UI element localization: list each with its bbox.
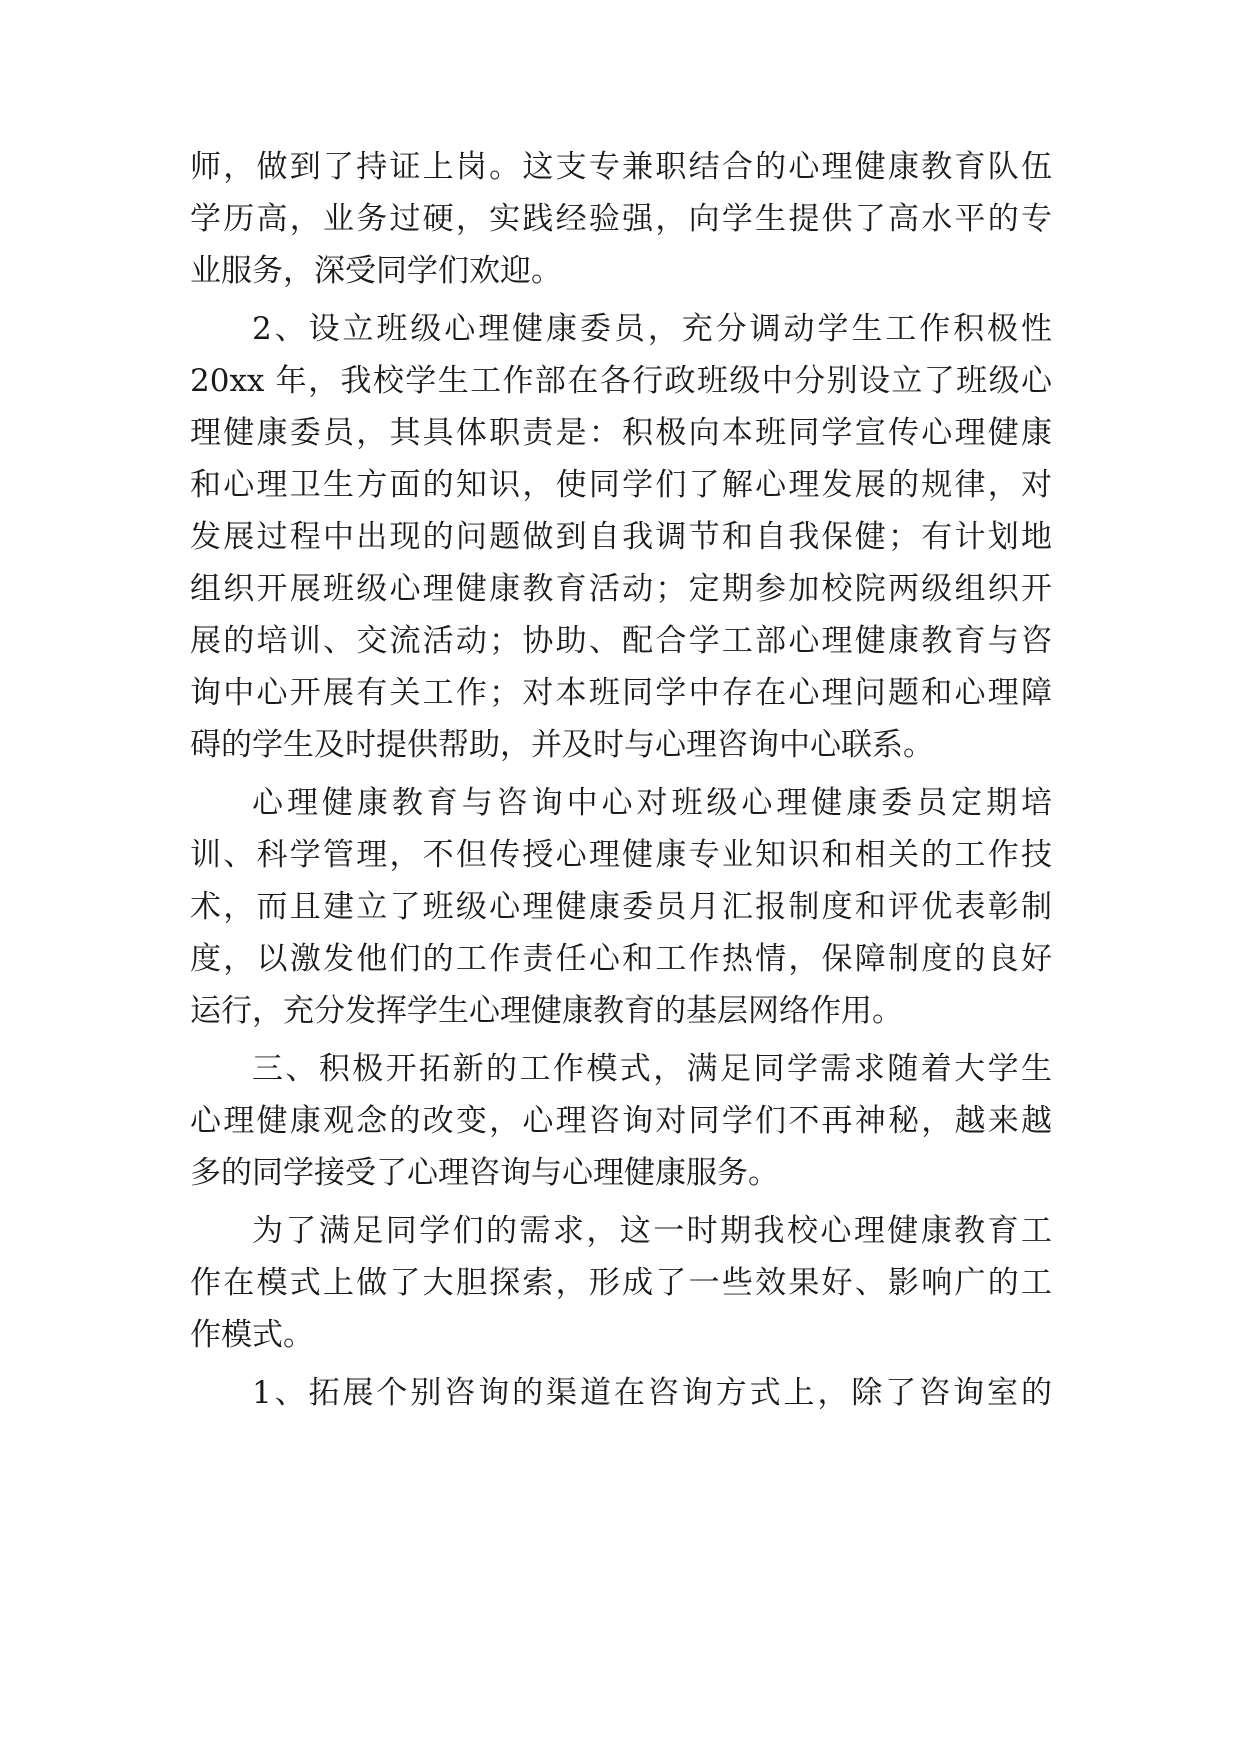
text-line: 展的培训、交流活动；协助、配合学工部心理健康教育与咨 [190,623,1052,659]
text-line: 为了满足同学们的需求，这一时期我校心理健康教育工 [252,1213,1052,1249]
text-line: 术，而且建立了班级心理健康委员月汇报制度和评优表彰制 [190,889,1052,925]
text-line: 师，做到了持证上岗。这支专兼职结合的心理健康教育队伍 [190,149,1052,185]
text-line: 心理健康教育与咨询中心对班级心理健康委员定期培 [252,785,1052,821]
text-line: 度，以激发他们的工作责任心和工作热情，保障制度的良好 [190,941,1052,977]
text-line: 发展过程中出现的问题做到自我调节和自我保健；有计划地 [190,519,1052,555]
text-line: 作模式。 [190,1317,314,1353]
text-line: 多的同学接受了心理咨询与心理健康服务。 [190,1155,779,1191]
text-line: 2、设立班级心理健康委员，充分调动学生工作积极性 [252,311,1052,347]
text-line: 三、积极开拓新的工作模式，满足同学需求随着大学生 [252,1051,1052,1087]
text-line: 作在模式上做了大胆探索，形成了一些效果好、影响广的工 [190,1265,1052,1301]
text-line: 运行，充分发挥学生心理健康教育的基层网络作用。 [190,993,903,1029]
text-line: 学历高，业务过硬，实践经验强，向学生提供了高水平的专 [190,201,1052,237]
text-line: 组织开展班级心理健康教育活动；定期参加校院两级组织开 [190,571,1052,607]
text-line: 1、拓展个别咨询的渠道在咨询方式上，除了咨询室的 [252,1375,1052,1411]
text-line: 理健康委员，其具体职责是：积极向本班同学宣传心理健康 [190,415,1052,451]
text-line: 询中心开展有关工作；对本班同学中存在心理问题和心理障 [190,675,1052,711]
text-line: 训、科学管理，不但传授心理健康专业知识和相关的工作技 [190,837,1052,873]
text-line: 业服务，深受同学们欢迎。 [190,253,562,289]
text-line: 碍的学生及时提供帮助，并及时与心理咨询中心联系。 [190,727,934,763]
text-line: 20xx 年，我校学生工作部在各行政班级中分别设立了班级心 [190,363,1052,399]
text-line: 和心理卫生方面的知识，使同学们了解心理发展的规律，对 [190,467,1052,503]
text-line: 心理健康观念的改变，心理咨询对同学们不再神秘，越来越 [190,1103,1052,1139]
